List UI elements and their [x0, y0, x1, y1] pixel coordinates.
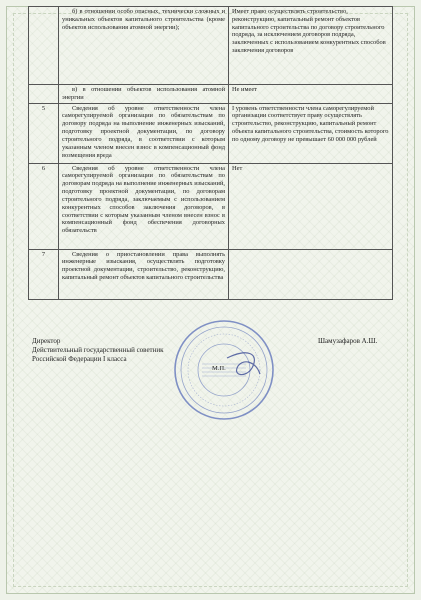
signer-position: Директор: [32, 337, 61, 345]
signer-rank-line2: Российской Федерации I класса: [32, 355, 127, 364]
signer-rank-line1: Действительный государственный советник: [32, 346, 164, 355]
table-row: [29, 163, 393, 249]
row-description: в) в отношении объектов использования атомной энергии: [59, 85, 229, 104]
certificate-table: [28, 6, 393, 300]
row-number: [29, 85, 59, 104]
row-number: 5: [29, 103, 59, 163]
row-value: Не имеет: [229, 85, 393, 104]
table-row: [29, 85, 393, 104]
row-description: Сведения об уровне ответственности члена саморегулируемой организации по обязательствам по договорам подряда на выполнение инженерных изысканий, подготовку проектной документации, по договорам строительного подряда, заключаемым с использованием конкурентных способов заключения договоров, в соответствии с которым указанным членом внесен взнос в компенсационный фонд обеспечения договорных обязательств: [59, 163, 229, 249]
row-description: б) в отношении особо опасных, технически сложных и уникальных объектов капитального строительства (кроме объектов использования атомной энергии);: [59, 7, 229, 85]
row-value: Нет: [229, 163, 393, 249]
table-row: [29, 249, 393, 299]
row-value: I уровень ответственности члена саморегулируемой организации соответствует праву осуществлять строительство, реконструкцию, капитальный ремонт объекта капитального строительства, стоимость которого по одному договору не превышает 60 000 000 рублей: [229, 103, 393, 163]
row-value: [229, 249, 393, 299]
row-description: Сведения о приостановлении права выполнять инженерные изыскания, осуществлять подготовку проектной документации, строительство, реконструкцию, капитальный ремонт объектов капитального строительства: [59, 249, 229, 299]
table-row: [29, 103, 393, 163]
row-number: [29, 7, 59, 85]
mp-label: М.П.: [212, 365, 226, 372]
row-number: 6: [29, 163, 59, 249]
signature-block: [32, 337, 164, 364]
table-row: [29, 7, 393, 85]
row-number: 7: [29, 249, 59, 299]
row-value: Имеет право осуществлять строительство, реконструкцию, капитальный ремонт объектов капитального строительства по договору строительного подряда, за исключением договоров подряда, заключенных с использованием конкурентных способов заключения договоров: [229, 7, 393, 85]
row-description: Сведения об уровне ответственности члена саморегулируемой организации по обязательствам по договору подряда на выполнение инженерных изысканий, подготовку проектной документации, по договору строительного подряда, в соответствии с которым указанным членом внесен взнос в компенсационный фонд возмещения вреда: [59, 103, 229, 163]
signer-name: Шамузафаров А.Ш.: [318, 337, 378, 345]
